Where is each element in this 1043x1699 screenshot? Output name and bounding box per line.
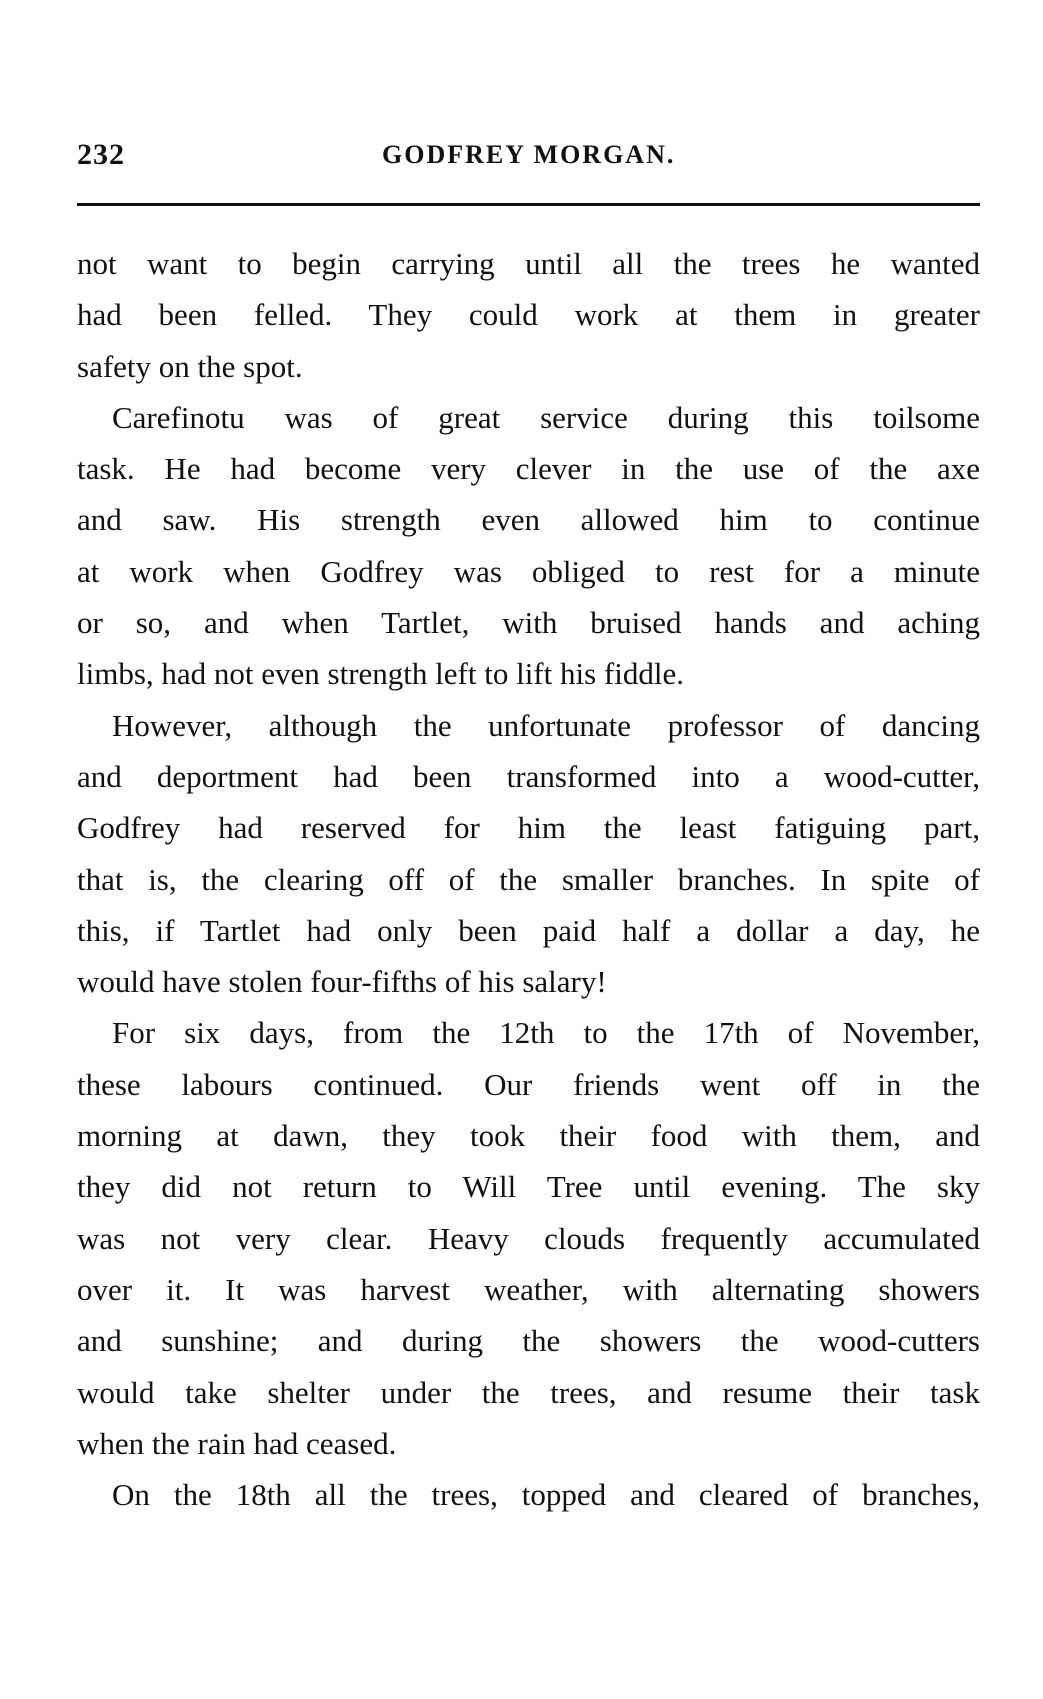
text-line: Godfrey had reserved for him the least fatiguing part, (77, 810, 980, 846)
text-line: would take shelter under the trees, and resume their task (77, 1374, 980, 1410)
text-line: had been felled. They could work at them in greater (77, 297, 980, 333)
text-line: Carefinotu was of great service during this toilsome (112, 399, 980, 435)
text-line: over it. It was harvest weather, with alternating showers (77, 1271, 980, 1307)
text-line: morning at dawn, they took their food with them, and (77, 1118, 980, 1154)
text-line: and sunshine; and during the showers the wood-cutters (77, 1323, 980, 1359)
text-line: this, if Tartlet had only been paid half a dollar a day, he (77, 912, 980, 948)
paragraph-4 (77, 1007, 980, 1469)
text-line: at work when Godfrey was obliged to rest for a minute (77, 553, 980, 589)
text-line: these labours continued. Our friends went off in the (77, 1066, 980, 1102)
paragraph-2 (77, 392, 980, 700)
paragraph-5 (77, 1469, 980, 1520)
page-number: 232 (77, 138, 125, 171)
page-header (77, 138, 980, 178)
text-line: For six days, from the 12th to the 17th of November, (112, 1015, 980, 1051)
text-line: when the rain had ceased. (77, 1425, 397, 1461)
text-line: and deportment had been transformed into a wood-cutter, (77, 758, 980, 794)
text-line: limbs, had not even strength left to lift his fiddle. (77, 656, 684, 692)
text-line: or so, and when Tartlet, with bruised hands and aching (77, 605, 980, 641)
running-head: GODFREY MORGAN. (382, 140, 676, 169)
text-line: not want to begin carrying until all the trees he wanted (77, 246, 980, 281)
text-line: and saw. His strength even allowed him to continue (77, 502, 980, 538)
text-line: would have stolen four-fifths of his salary! (77, 964, 607, 1000)
text-line: safety on the spot. (77, 348, 303, 384)
text-line: However, although the unfortunate professor of dancing (112, 707, 980, 743)
header-rule (77, 203, 980, 206)
paragraph-3 (77, 700, 980, 1008)
text-line: was not very clear. Heavy clouds frequently accumulated (77, 1220, 980, 1256)
text-line: task. He had become very clever in the use of the axe (77, 451, 980, 487)
text-line: they did not return to Will Tree until evening. The sky (77, 1169, 980, 1205)
text-line: On the 18th all the trees, topped and cleared of branches, (112, 1477, 980, 1513)
paragraph-1 (77, 238, 980, 392)
body-text (77, 238, 980, 1520)
text-line: that is, the clearing off of the smaller branches. In spite of (77, 861, 980, 897)
